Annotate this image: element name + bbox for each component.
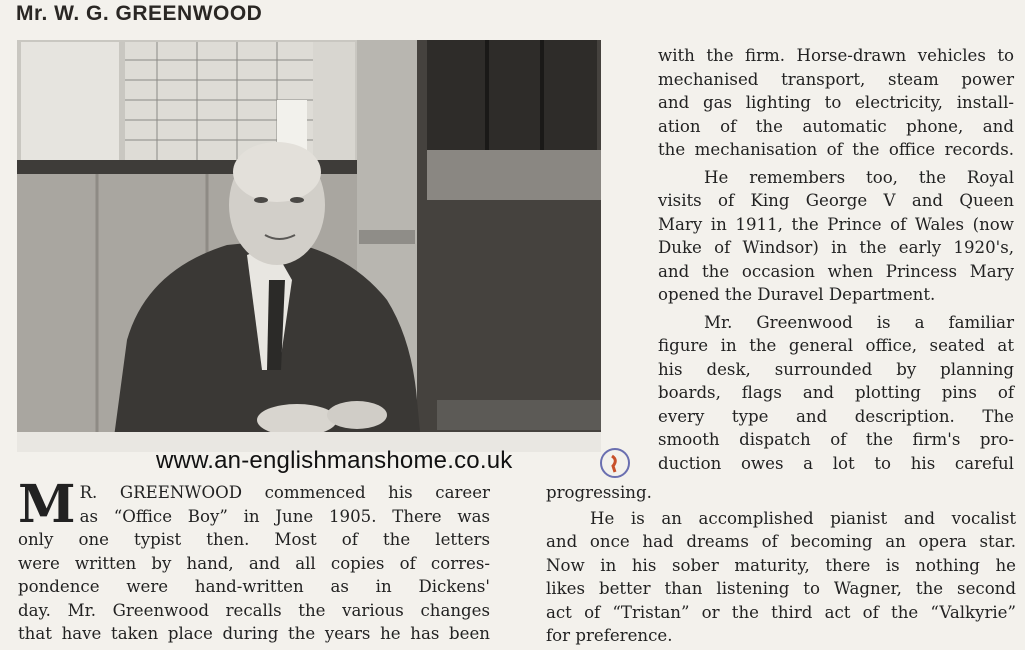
- watermark-logo-icon: [598, 446, 632, 480]
- text-line: mechanised transport, steam power: [658, 69, 1014, 89]
- portrait-photo: [17, 40, 601, 452]
- right-column-bottom: [546, 481, 1016, 648]
- portrait-photo-illustration: [17, 40, 601, 452]
- text-line: were written by hand, and all copies of corres-: [18, 553, 490, 573]
- text-line: Duke of Windsor) in the early 1920's,: [658, 238, 1014, 257]
- text-line: only one typist then. Most of the letters: [18, 530, 490, 549]
- text-line: Now in his sober maturity, there is nothing he: [546, 555, 1016, 575]
- text-line: and once had dreams of becoming an opera star.: [546, 532, 1016, 551]
- paragraph-royal-visits: [658, 166, 1014, 307]
- text-line: pondence were hand-written as in Dickens': [18, 577, 490, 596]
- text-line: progressing.: [546, 483, 652, 502]
- text-line: opened the Duravel Department.: [658, 285, 936, 304]
- text-line: duction owes a lot to his careful: [658, 453, 1014, 473]
- text-line: that have taken place during the years he has been: [18, 624, 490, 643]
- text-line: R. GREENWOOD commenced his career: [79, 483, 490, 502]
- text-line: and gas lighting to electricity, install-: [658, 93, 1014, 112]
- text-line: boards, flags and plotting pins of: [658, 383, 1014, 402]
- text-line: visits of King George V and Queen: [658, 191, 1014, 210]
- text-line: his desk, surrounded by planning: [658, 359, 1014, 379]
- text-line: likes better than listening to Wagner, the second: [546, 579, 1016, 598]
- text-line: every type and description. The: [658, 406, 1014, 426]
- text-line: He remembers too, the Royal: [704, 167, 1014, 187]
- text-line: and the occasion when Princess Mary: [658, 261, 1014, 281]
- paragraph-general-office: [658, 311, 1014, 476]
- drop-cap: M: [18, 474, 76, 535]
- text-line: the mechanisation of the office records.: [658, 140, 1014, 159]
- text-line: figure in the general office, seated at: [658, 336, 1014, 355]
- text-line: with the firm. Horse-drawn vehicles to: [658, 46, 1014, 65]
- watermark-url: www.an-englishmanshome.co.uk: [156, 447, 513, 474]
- paragraph-firm-changes: [658, 44, 1014, 162]
- paragraph-pianist: [546, 507, 1016, 648]
- text-line: Mr. Greenwood is a familiar: [704, 312, 1014, 332]
- right-column-top: [658, 44, 1014, 475]
- text-line: as “Office Boy” in June 1905. There was: [79, 506, 490, 526]
- left-column: [18, 474, 490, 646]
- text-line: smooth dispatch of the firm's pro-: [658, 430, 1014, 449]
- text-line: for preference.: [546, 626, 673, 645]
- article-heading: Mr. W. G. GREENWOOD: [16, 2, 263, 25]
- text-line: Mary in 1911, the Prince of Wales (now: [658, 214, 1014, 234]
- text-line: day. Mr. Greenwood recalls the various changes: [18, 600, 490, 620]
- text-line: act of “Tristan” or the third act of the “Valkyrie”: [546, 602, 1016, 622]
- text-line: ation of the automatic phone, and: [658, 116, 1014, 136]
- text-line: He is an accomplished pianist and vocalist: [590, 508, 1016, 528]
